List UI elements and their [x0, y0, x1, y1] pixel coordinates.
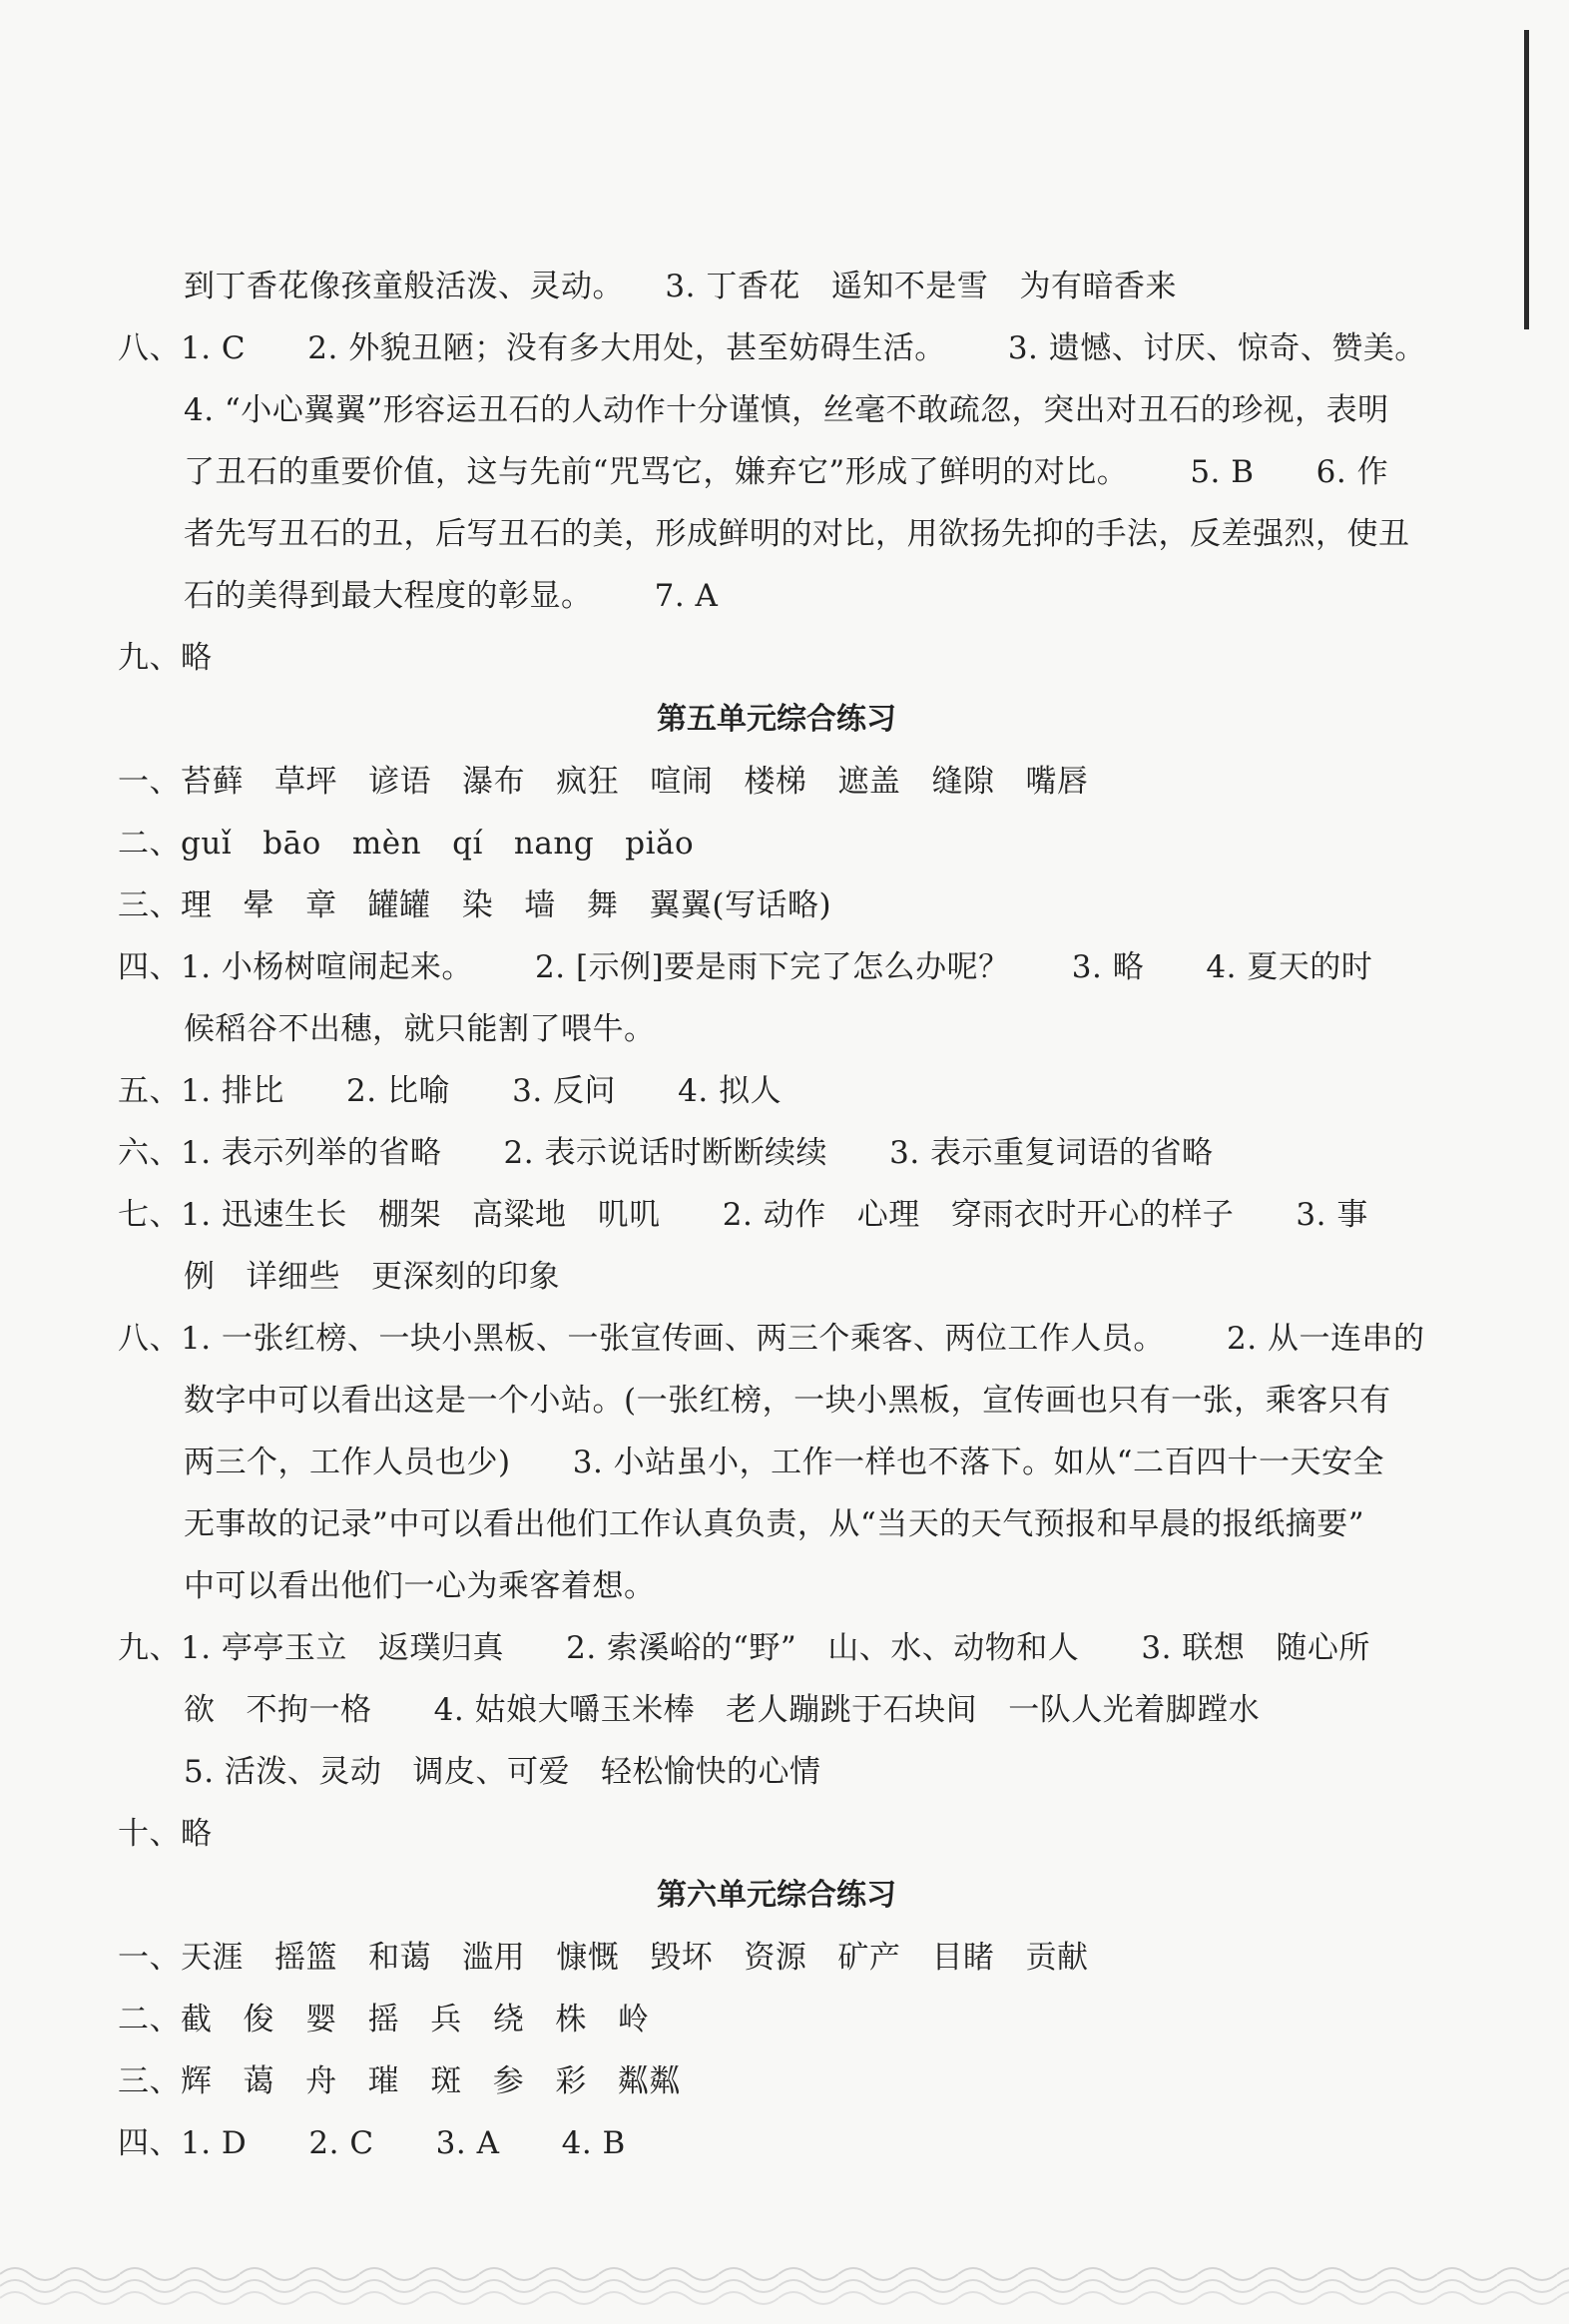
answer-line: 八、1. C 2. 外貌丑陋；没有多大用处，甚至妨碍生活。 3. 遗憾、讨厌、惊奇、赞美。 — [118, 330, 1426, 366]
answer-line: 无事故的记录”中可以看出他们工作认真负责，从“当天的天气预报和早晨的报纸摘要” — [184, 1506, 1365, 1542]
answer-line: 4. “小心翼翼”形容运丑石的人动作十分谨慎，丝毫不敢疏忽，突出对丑石的珍视，表明 — [184, 392, 1389, 428]
answer-line: 二、guǐ bāo mèn qí nang piǎo — [118, 826, 695, 862]
answer-line: 四、1. D 2. C 3. A 4. B — [118, 2125, 626, 2161]
answer-line: 到丁香花像孩童般活泼、灵动。 3. 丁香花 遥知不是雪 为有暗香来 — [184, 269, 1177, 304]
answer-line: 欲 不拘一格 4. 姑娘大嚼玉米棒 老人蹦跳于石块间 一队人光着脚蹚水 — [184, 1692, 1261, 1728]
answer-line: 六、1. 表示列举的省略 2. 表示说话时断断续续 3. 表示重复词语的省略 — [118, 1135, 1214, 1171]
answer-line: 十、略 — [118, 1816, 213, 1852]
answer-line: 八、1. 一张红榜、一块小黑板、一张宣传画、两三个乘客、两位工作人员。 2. 从一连串的 — [118, 1321, 1425, 1357]
answer-line: 者先写丑石的丑，后写丑石的美，形成鲜明的对比，用欲扬先抑的手法，反差强烈，使丑 — [184, 516, 1410, 552]
answer-line: 四、1. 小杨树喧闹起来。 2. [示例]要是雨下完了怎么办呢？ 3. 略 4. 夏天的时 — [118, 949, 1373, 985]
answer-line: 两三个，工作人员也少) 3. 小站虽小，工作一样也不落下。如从“二百四十一天安全 — [184, 1445, 1384, 1480]
answer-line: 了丑石的重要价值，这与先前“咒骂它，嫌弃它”形成了鲜明的对比。 5. B 6. 作 — [184, 454, 1389, 490]
answer-line: 5. 活泼、灵动 调皮、可爱 轻松愉快的心情 — [184, 1754, 821, 1790]
answer-content — [118, 256, 1435, 2174]
page-binding-edge — [1524, 30, 1529, 329]
answer-line: 例 详细些 更深刻的印象 — [184, 1259, 561, 1295]
answer-line: 候稻谷不出穗，就只能割了喂牛。 — [184, 1011, 656, 1047]
answer-line: 七、1. 迅速生长 棚架 高粱地 叽叽 2. 动作 心理 穿雨衣时开心的样子 3. 事 — [118, 1197, 1368, 1233]
answer-line: 一、苔藓 草坪 谚语 瀑布 疯狂 喧闹 楼梯 遮盖 缝隙 嘴唇 — [118, 764, 1089, 800]
answer-line: 三、理 晕 章 罐罐 染 墙 舞 翼翼(写话略) — [118, 887, 832, 923]
answer-line: 二、截 俊 婴 摇 兵 绕 株 岭 — [118, 2002, 650, 2037]
answer-line: 五、1. 排比 2. 比喻 3. 反问 4. 拟人 — [118, 1073, 783, 1109]
section-title: 第六单元综合练习 — [657, 1878, 896, 1913]
answer-line: 九、1. 亭亭玉立 返璞归真 2. 索溪峪的“野” 山、水、动物和人 3. 联想 随心所 — [118, 1630, 1370, 1666]
answer-line: 九、略 — [118, 640, 213, 676]
answer-line: 三、辉 蔼 舟 璀 斑 参 彩 粼粼 — [118, 2063, 681, 2099]
decorative-wave-border — [0, 2234, 1569, 2324]
answer-line: 数字中可以看出这是一个小站。(一张红榜，一块小黑板，宣传画也只有一张，乘客只有 — [184, 1383, 1391, 1419]
answer-line: 中可以看出他们一心为乘客着想。 — [184, 1568, 656, 1604]
answer-line: 石的美得到最大程度的彰显。 7. A — [184, 578, 719, 614]
answer-line: 一、天涯 摇篮 和蔼 滥用 慷慨 毁坏 资源 矿产 目睹 贡献 — [118, 1940, 1089, 1976]
section-title: 第五单元综合练习 — [657, 702, 896, 737]
